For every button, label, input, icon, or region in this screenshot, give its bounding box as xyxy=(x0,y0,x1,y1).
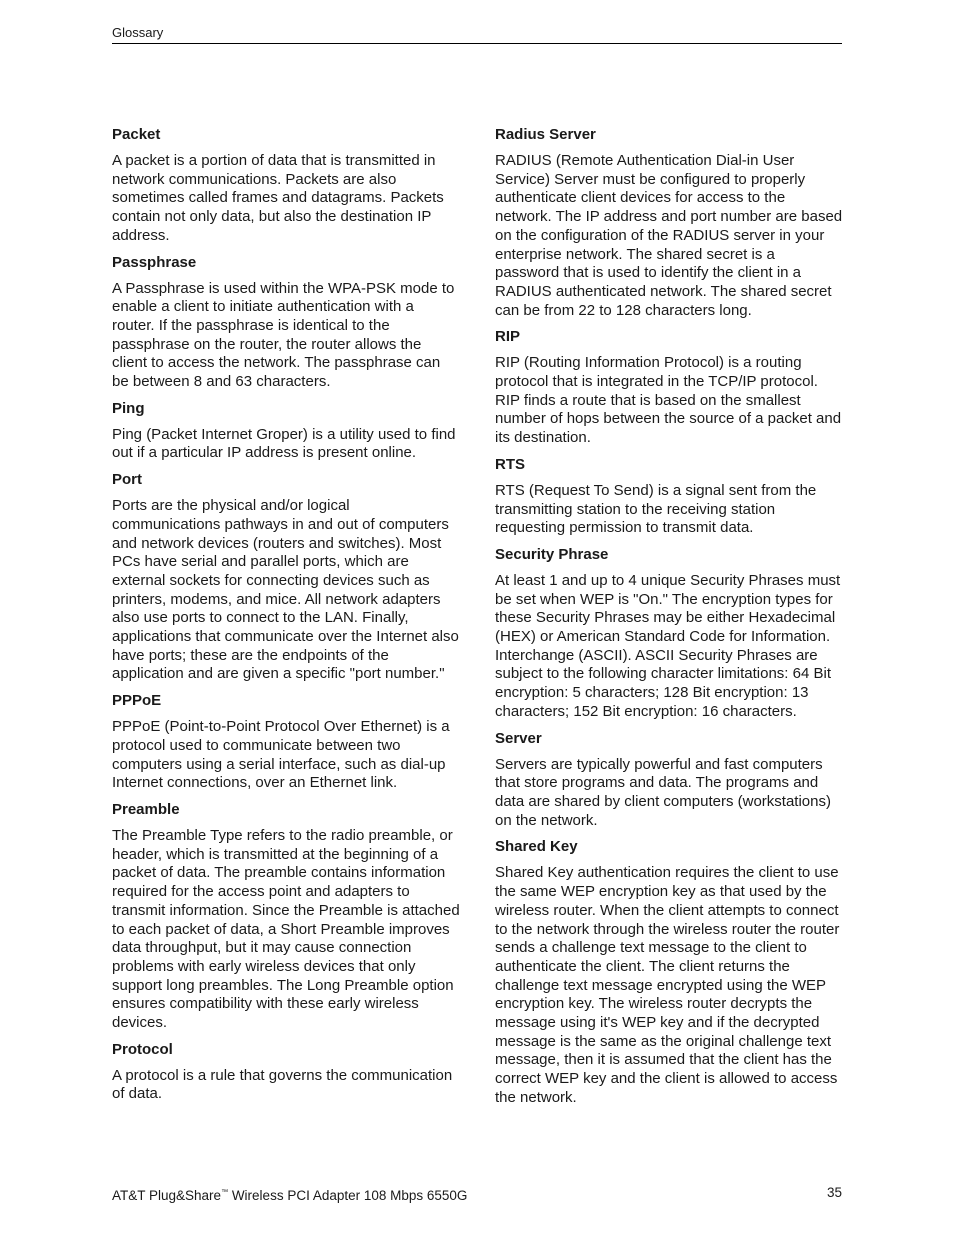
glossary-definition: RADIUS (Remote Authentication Dial-in User Service) Server must be configured to properly authenticate client devices for access to the network. The IP address and port number are based on the configuration of the RADIUS server in your enterprise network. The shared secret is a password that is used to identify the client in a RADIUS authenticated network. The shared secret can be from 22 to 128 characters long. xyxy=(495,152,843,319)
glossary-left-column xyxy=(112,126,460,1112)
glossary-definition: Shared Key authentication requires the client to use the same WEP encryption key as that used by the wireless router. When the client attempts to connect to the network through the wireless router the router sends a challenge text message to the client to authenticate the client. The client returns the challenge text message encrypted using the WEP encryption key. The wireless router decrypts the message using it's WEP key and if the decrypted message is the same as the original challenge text message, then it is assumed that the client has the correct WEP key and the client is allowed to access the network. xyxy=(495,864,840,1106)
glossary-entry xyxy=(112,254,460,392)
glossary-entry xyxy=(495,456,843,538)
glossary-entry xyxy=(112,400,460,463)
glossary-definition: Ping (Packet Internet Groper) is a utility used to find out if a particular IP address is present online. xyxy=(112,425,456,462)
page-header xyxy=(112,24,842,44)
glossary-entry xyxy=(112,471,460,684)
glossary-term: Radius Server xyxy=(495,126,596,143)
glossary-definition: A Passphrase is used within the WPA-PSK mode to enable a client to initiate authentication with a router. If the passphrase is identical to the passphrase on the router, the router allows the client to access the network. The passphrase can be between 8 and 63 characters. xyxy=(112,279,455,391)
product-name xyxy=(112,1184,467,1205)
glossary-entry xyxy=(495,546,843,722)
glossary-term: Port xyxy=(112,471,142,489)
trademark-symbol: ™ xyxy=(221,1189,229,1196)
section-title: Glossary xyxy=(112,25,164,40)
glossary-entry xyxy=(112,692,460,793)
glossary-definition: A protocol is a rule that governs the communication of data. xyxy=(112,1066,453,1103)
glossary-term: Security Phrase xyxy=(495,545,609,563)
glossary-entry xyxy=(112,1041,460,1104)
product-name-suffix: Wireless PCI Adapter 108 Mbps 6550G xyxy=(228,1188,468,1203)
glossary-definition: At least 1 and up to 4 unique Security Phrases must be set when WEP is "On." The encryption types for these Security Phrases may be either Hexadecimal (HEX) or American Standard Code for Information. Interchange (ASCII). ASCII Security Phrases are subject to the following character limitations: 64 Bit encryption: 5 characters; 128 Bit encryption: 13 characters; 152 Bit encryption: 16 characters. xyxy=(495,571,841,720)
glossary-term: Packet xyxy=(112,126,161,143)
glossary-entry xyxy=(495,730,843,831)
glossary-term: PPPoE xyxy=(112,692,162,710)
glossary-term: Ping xyxy=(112,399,145,417)
glossary-definition: Servers are typically powerful and fast computers that store programs and data. The programs and data are shared by client computers (workstations) on the network. xyxy=(495,755,831,829)
glossary-entry xyxy=(112,126,460,246)
glossary-term: Shared Key xyxy=(495,838,578,856)
glossary-entry xyxy=(495,328,843,448)
glossary-definition: The Preamble Type refers to the radio preamble, or header, which is transmitted at the beginning of a packet of data. The preamble contains information required for the access point and adapters to transmit information. Since the Preamble is attached to each packet of data, a Short Preamble improves data throughput, but it may cause connection problems with early wireless devices that only support long preambles. The Long Preamble option ensures compatibility with these early wireless devices. xyxy=(112,826,460,1032)
glossary-term: Passphrase xyxy=(112,253,197,271)
page-number: 35 xyxy=(826,1185,842,1200)
glossary-term: Server xyxy=(495,729,542,747)
glossary-definition: RTS (Request To Send) is a signal sent from the transmitting station to the receiving station requesting permission to transmit data. xyxy=(495,481,817,537)
glossary-entry xyxy=(495,838,843,1107)
glossary-term: RTS xyxy=(495,455,525,473)
glossary-term: Preamble xyxy=(112,800,180,818)
glossary-right-column xyxy=(495,126,843,1116)
glossary-term: Protocol xyxy=(112,1040,173,1058)
glossary-entry xyxy=(495,126,843,320)
glossary-definition: A packet is a portion of data that is transmitted in network communications. Packets are also sometimes called frames and datagrams. Packets contain not only data, but also the destination IP address. xyxy=(112,152,444,244)
glossary-entry xyxy=(112,801,460,1033)
glossary-definition: Ports are the physical and/or logical communications pathways in and out of computers and network devices (routers and switches). Most PCs have serial and parallel ports, which are external sockets for connecting devices such as printers, modems, and mice. All network adapters also use ports to connect to the LAN. Finally, applications that communicate over the Internet also have ports; these are the endpoints of the application and are given a specific "port number." xyxy=(112,497,459,683)
glossary-definition: RIP (Routing Information Protocol) is a routing protocol that is integrated in the TCP/IP protocol. RIP finds a route that is based on the smallest number of hops between the source of a packet and its destination. xyxy=(495,354,842,447)
glossary-term: RIP xyxy=(495,328,521,346)
product-name-prefix: AT&T Plug&Share xyxy=(112,1188,222,1203)
glossary-definition: PPPoE (Point-to-Point Protocol Over Ethernet) is a protocol used to communicate between two computers using a serial interface, such as dial-up Internet connections, over an Ethernet link. xyxy=(112,718,450,792)
